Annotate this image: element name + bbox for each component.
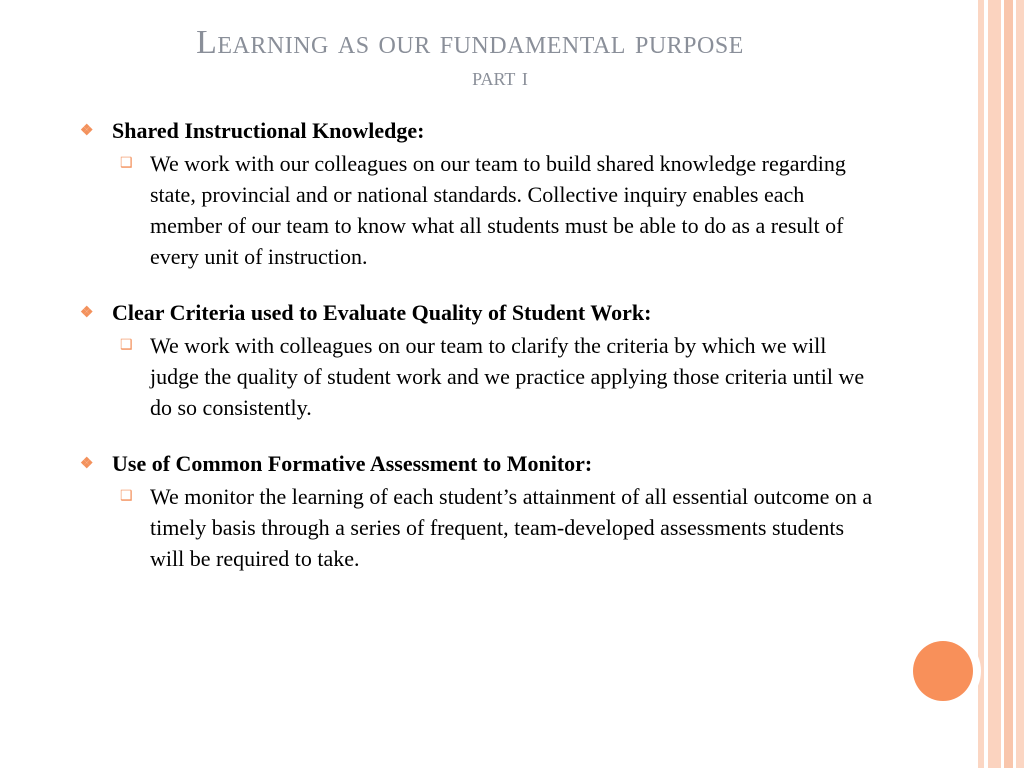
bullet-level2: [120, 330, 878, 423]
diamond-bullet-icon: ❖: [80, 456, 94, 472]
diamond-bullet-icon: ❖: [80, 305, 94, 321]
section-heading: Clear Criteria used to Evaluate Quality of Student Work:: [112, 300, 652, 325]
bullet-level1: [78, 114, 878, 148]
section-body: We work with our colleagues on our team to build shared knowledge regarding state, provincial and or national standards. Collective inquiry enables each member of our team to know what all students must be able to do as a result of every unit of instruction.: [150, 151, 846, 269]
slide-subtitle: part i: [472, 62, 528, 91]
section-heading: Shared Instructional Knowledge:: [112, 118, 425, 143]
section-clear-criteria: [78, 296, 878, 423]
section-heading: Use of Common Formative Assessment to Monitor:: [112, 451, 593, 476]
bullet-level2: [120, 148, 878, 272]
slide-title: Learning as our fundamental purpose: [196, 24, 744, 61]
section-formative-assessment: [78, 447, 878, 574]
square-bullet-icon: ❑: [120, 338, 133, 353]
section-shared-knowledge: [78, 114, 878, 272]
square-bullet-icon: ❑: [120, 489, 133, 504]
bullet-level1: [78, 296, 878, 330]
decorative-stripes: [978, 0, 1024, 768]
slide-content: [78, 114, 878, 598]
square-bullet-icon: ❑: [120, 156, 133, 171]
section-body: We monitor the learning of each student’s attainment of all essential outcome on a timely basis through a series of frequent, team-developed assessments students will be required to take.: [150, 484, 873, 571]
diamond-bullet-icon: ❖: [80, 123, 94, 139]
section-body: We work with colleagues on our team to clarify the criteria by which we will judge the quality of student work and we practice applying those criteria until we do so consistently.: [150, 333, 865, 420]
decorative-circle: [913, 641, 973, 701]
bullet-level2: [120, 481, 878, 574]
bullet-level1: [78, 447, 878, 481]
